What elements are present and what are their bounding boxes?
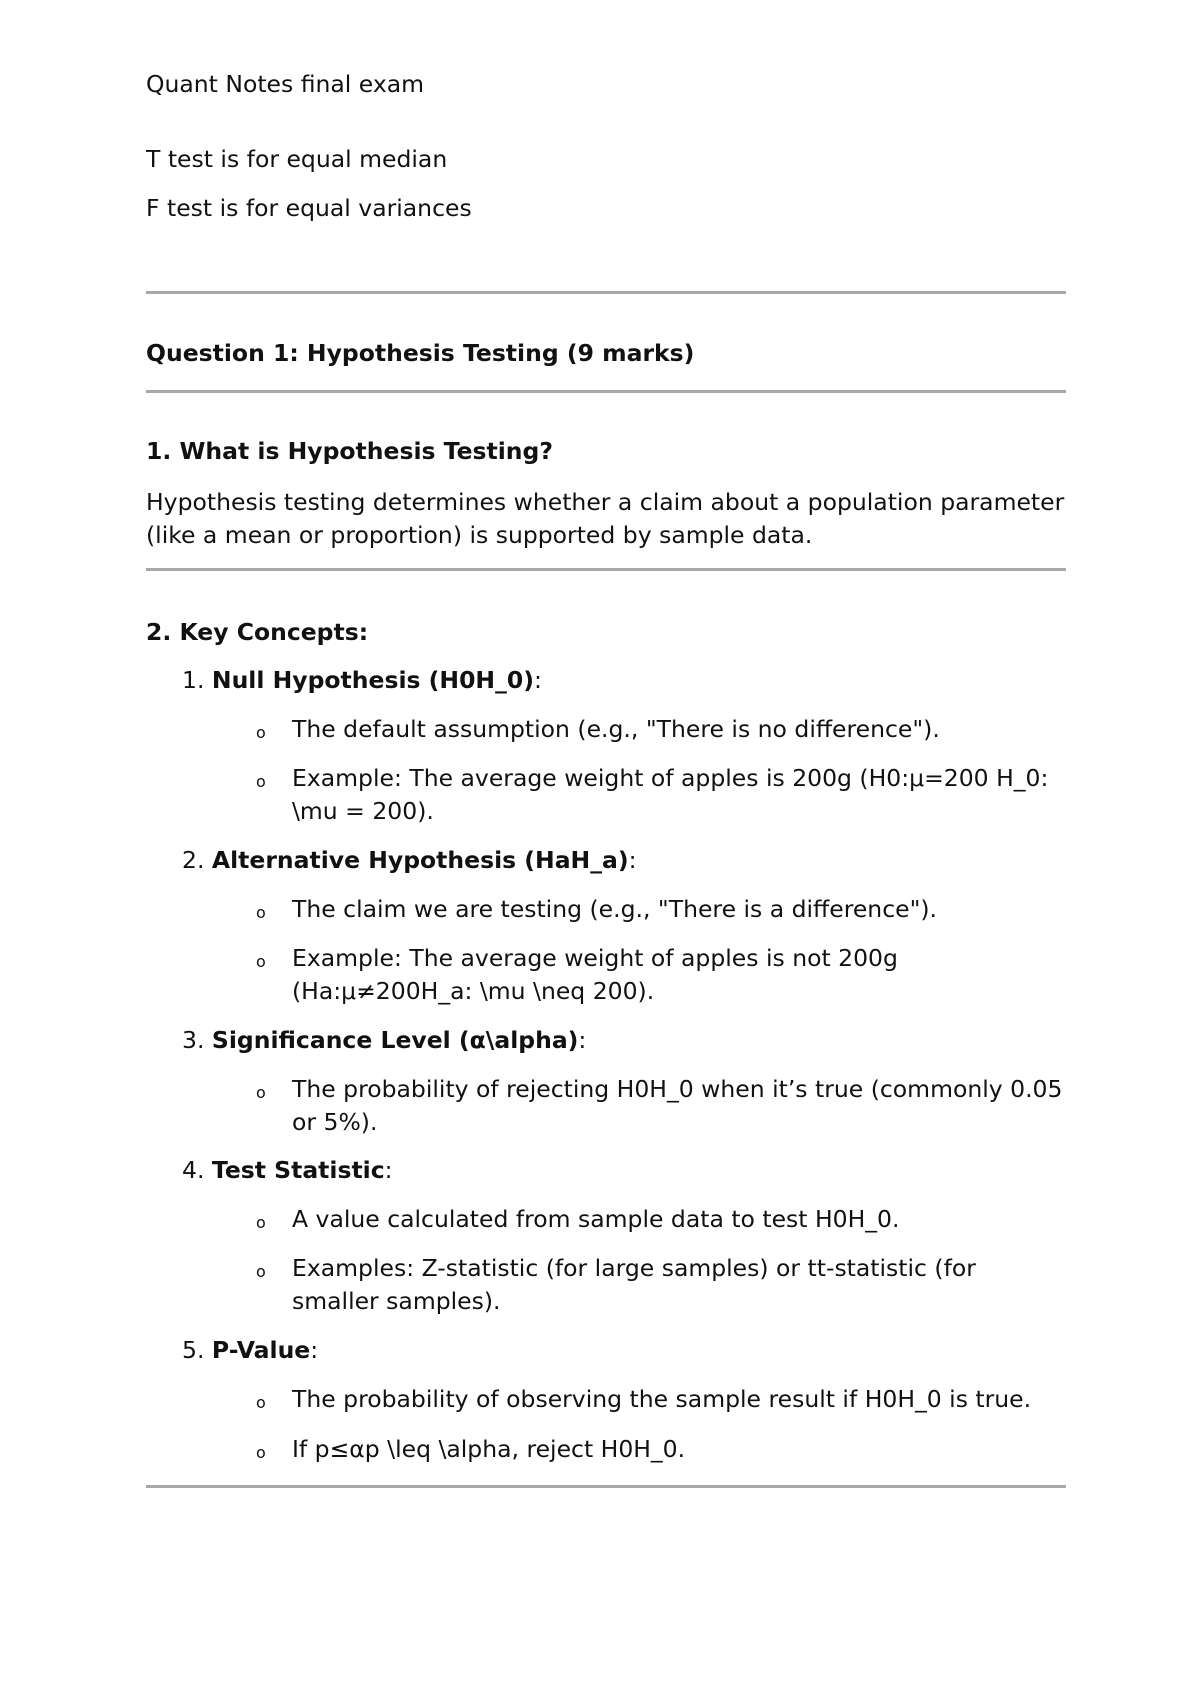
concept-term: Null Hypothesis (H0H_0) — [211, 666, 534, 694]
bullet-text: The default assumption (e.g., "There is no difference"). — [292, 715, 940, 743]
bullet-icon: o — [256, 1443, 266, 1462]
concept-suffix: : — [310, 1336, 319, 1364]
bullet-icon: o — [256, 1393, 266, 1412]
concept-number: 2. — [182, 846, 205, 874]
bullet-text: A value calculated from sample data to test H0H_0. — [292, 1205, 900, 1233]
concept-suffix: : — [384, 1156, 393, 1184]
note-f-test: F test is for equal variances — [146, 194, 472, 222]
bullet-text: Example: The average weight of apples is 200g (H0:μ=200 H_0: \mu = 200). — [292, 764, 1049, 825]
concept-term: Alternative Hypothesis (HaH_a) — [211, 846, 629, 874]
concept-suffix: : — [578, 1026, 587, 1054]
concept-suffix: : — [533, 666, 542, 694]
section-2-heading: 2. Key Concepts: — [146, 618, 369, 646]
question-heading: Question 1: Hypothesis Testing (9 marks) — [146, 339, 695, 367]
note-t-test: T test is for equal median — [146, 145, 448, 173]
concept-number: 4. — [182, 1156, 205, 1184]
horizontal-rule — [146, 568, 1066, 571]
concept-item — [182, 1154, 393, 1187]
concept-item — [182, 664, 542, 697]
bullet-icon: o — [256, 723, 266, 742]
bullet-text: The probability of rejecting H0H_0 when it’s true (commonly 0.05 or 5%). — [292, 1075, 1063, 1136]
horizontal-rule — [146, 1485, 1066, 1488]
concept-suffix: : — [628, 846, 637, 874]
concept-item — [182, 1024, 586, 1057]
concept-item — [182, 844, 637, 877]
bullet-text: Example: The average weight of apples is not 200g (Ha:μ≠200H_a: \mu \neq 200). — [292, 944, 898, 1005]
concept-term: Significance Level (α\alpha) — [211, 1026, 579, 1054]
concept-number: 3. — [182, 1026, 205, 1054]
concept-term: P-Value — [211, 1336, 311, 1364]
document-title: Quant Notes final exam — [146, 70, 425, 98]
bullet-text: The probability of observing the sample result if H0H_0 is true. — [292, 1385, 1032, 1413]
bullet-icon: o — [256, 1213, 266, 1232]
bullet-icon: o — [256, 952, 266, 971]
horizontal-rule — [146, 390, 1066, 393]
concept-number: 1. — [182, 666, 205, 694]
bullet-icon: o — [256, 903, 266, 922]
bullet-text: If p≤αp \leq \alpha, reject H0H_0. — [292, 1435, 686, 1463]
horizontal-rule — [146, 291, 1066, 294]
bullet-icon: o — [256, 1262, 266, 1281]
bullet-text: Examples: Z-statistic (for large samples) or tt-statistic (for smaller samples). — [292, 1254, 976, 1315]
concept-item — [182, 1334, 318, 1367]
bullet-text: The claim we are testing (e.g., "There is a difference"). — [292, 895, 938, 923]
concept-term: Test Statistic — [211, 1156, 385, 1184]
bullet-icon: o — [256, 1083, 266, 1102]
section-1-heading: 1. What is Hypothesis Testing? — [146, 437, 553, 465]
section-1-body: Hypothesis testing determines whether a claim about a population parameter (like a mean or proportion) is supported by sample data. — [146, 488, 1065, 549]
concept-number: 5. — [182, 1336, 205, 1364]
bullet-icon: o — [256, 772, 266, 791]
